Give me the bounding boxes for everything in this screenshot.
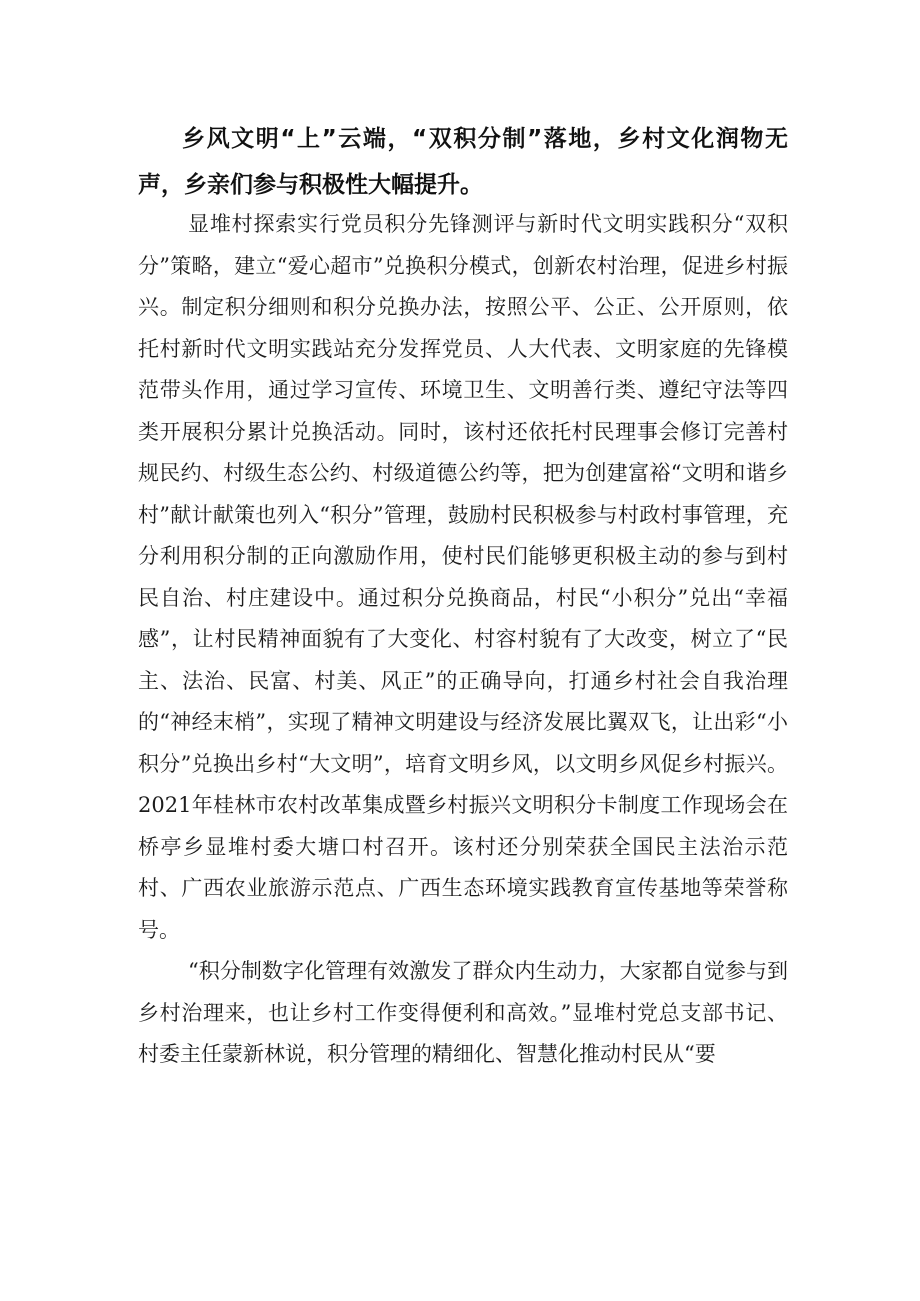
paragraph-2: “积分制数字化管理有效激发了群众内生动力，大家都自觉参与到乡村治理来，也让乡村工作变得便利和高效。”显堆村党总支部书记、村委主任蒙新林说，积分管理的精细化、智慧化推动村民从“要 <box>138 959 788 1066</box>
section-heading: 乡风文明“上”云端，“双积分制”落地，乡村文化润物无声，乡亲们参与积极性大幅提升。 <box>138 126 788 198</box>
paragraph-1: 显堆村探索实行党员积分先锋测评与新时代文明实践积分“双积分”策略，建立“爱心超市”兑换积分模式，创新农村治理，促进乡村振兴。制定积分细则和积分兑换办法，按照公平、公正、公开原则，依托村新时代文明实践站充分发挥党员、人大代表、文明家庭的先锋模范带头作用，通过学习宣传、环境卫生、文明善行类、遵纪守法等四类开展积分累计兑换活动。同时，该村还依托村民理事会修订完善村规民约、村级生态公约、村级道德公约等，把为创建富裕“文明和谐乡村”献计献策也列入“积分”管理，鼓励村民积极参与村政村事管理，充分利用积分制的正向激励作用，使村民们能够更积极主动的参与到村民自治、村庄建设中。通过积分兑换商品，村民“小积分”兑出“幸福感”，让村民精神面貌有了大变化、村容村貌有了大改变，树立了“民主、法治、民富、村美、风正”的正确导向，打通乡村社会自我治理的“神经末梢”，实现了精神文明建设与经济发展比翼双飞，让出彩“小积分”兑换出乡村“大文明”，培育文明乡风，以文明乡风促乡村振兴。2021年桂林市农村改革集成暨乡村振兴文明积分卡制度工作现场会在桥亭乡显堆村委大塘口村召开。该村还分别荣获全国民主法治示范村、广西农业旅游示范点、广西生态环境实践教育宣传基地等荣誉称号。 <box>138 212 788 942</box>
body-text <box>138 204 788 1076</box>
